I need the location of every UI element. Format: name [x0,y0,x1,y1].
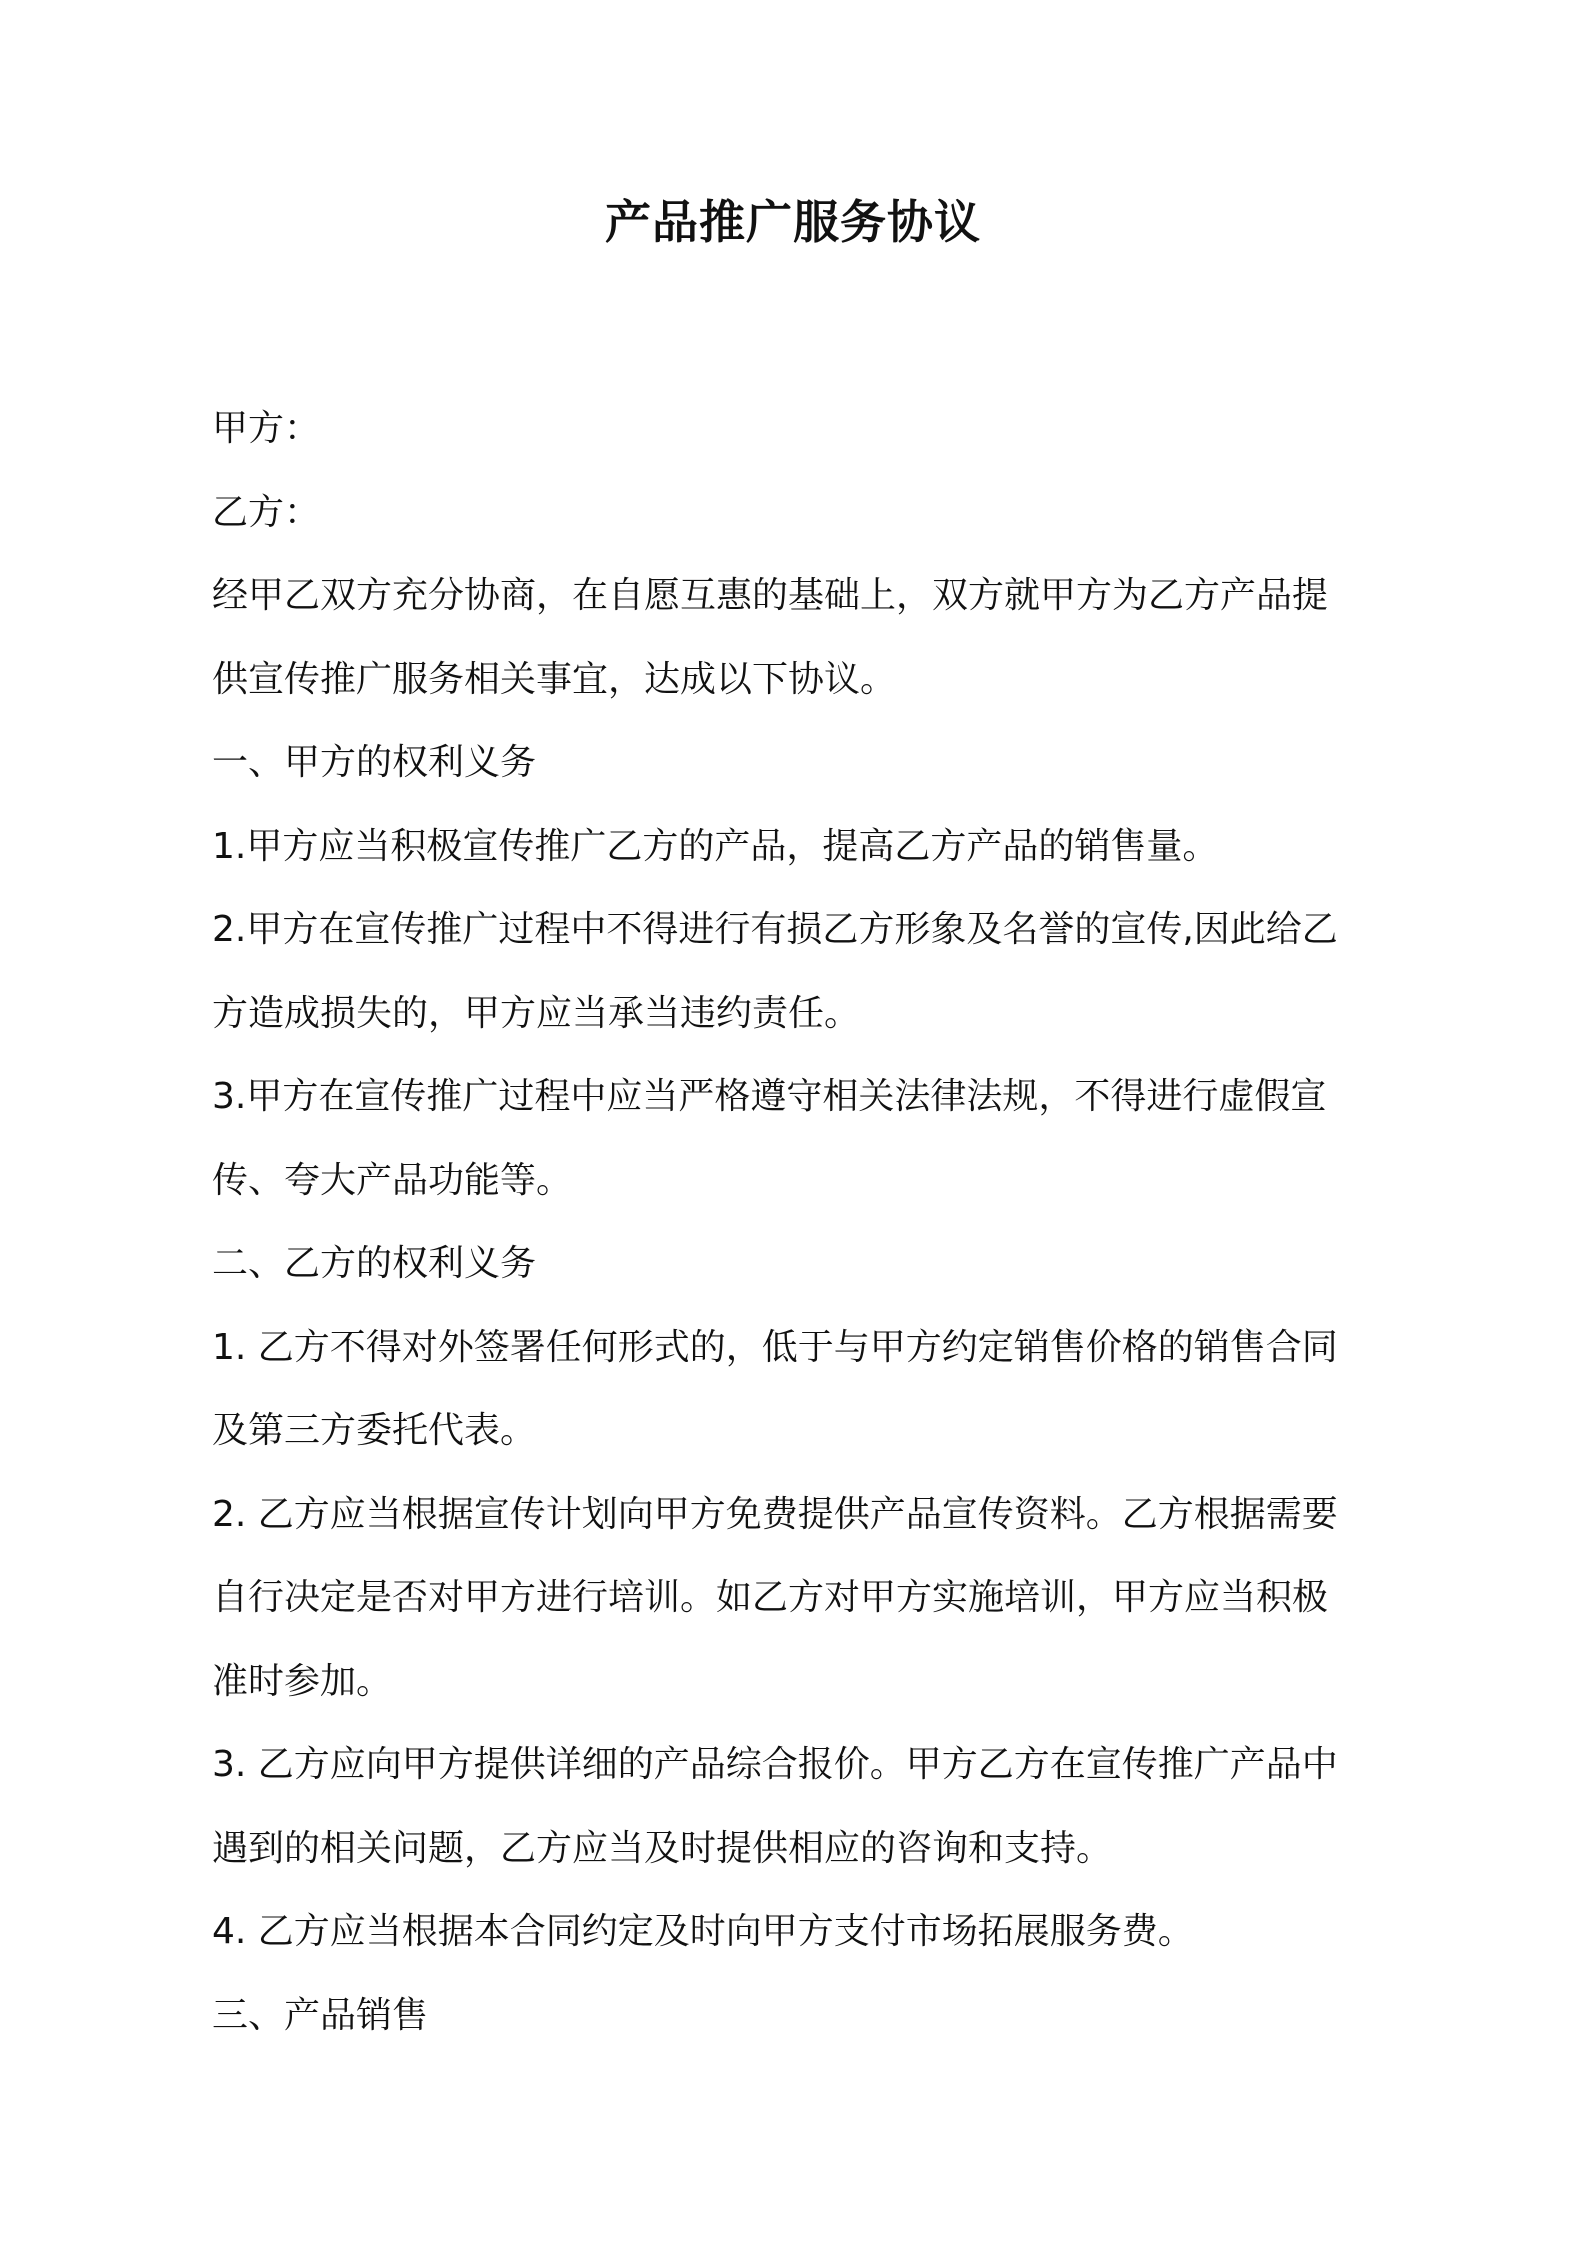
section-2-clause-2-line-1: 2. 乙方应当根据宣传计划向甲方免费提供产品宣传资料。乙方根据需要 [212,1493,1338,1535]
section-1-clause-3-line-1: 3.甲方在宣传推广过程中应当严格遵守相关法律法规，不得进行虚假宣 [212,1076,1327,1117]
section-2-clause-1-line-1: 1. 乙方不得对外签署任何形式的，低于与甲方约定销售价格的销售合同 [212,1326,1338,1368]
section-1-clause-3-line-2: 传、夸大产品功能等。 [212,1159,573,1201]
section-2-clause-2-line-3: 准时参加。 [212,1660,393,1702]
preamble-line-2: 供宣传推广服务相关事宜，达成以下协议。 [212,658,897,700]
section-2-clause-1-line-2: 及第三方委托代表。 [212,1410,537,1451]
section-1-clause-1: 1.甲方应当积极宣传推广乙方的产品，提高乙方产品的销售量。 [212,825,1219,867]
section-2-clause-4: 4. 乙方应当根据本合同约定及时向甲方支付市场拓展服务费。 [212,1911,1194,1952]
section-1-clause-2-line-1: 2.甲方在宣传推广过程中不得进行有损乙方形象及名誉的宣传,因此给乙 [212,909,1338,950]
section-2-clause-3-line-1: 3. 乙方应向甲方提供详细的产品综合报价。甲方乙方在宣传推广产品中 [212,1744,1338,1785]
section-2-clause-3-line-2: 遇到的相关问题，乙方应当及时提供相应的咨询和支持。 [212,1827,1113,1869]
section-2-heading: 二、乙方的权利义务 [212,1243,537,1284]
document-body [212,387,1394,2057]
section-3-heading: 三、产品销售 [212,1994,429,2036]
section-1-clause-2-line-2: 方造成损失的，甲方应当承当违约责任。 [212,992,861,1034]
section-2-clause-2-line-2: 自行决定是否对甲方进行培训。如乙方对甲方实施培训，甲方应当积极 [212,1577,1329,1618]
party-a-line: 甲方： [212,408,321,449]
document-title: 产品推广服务协议 [605,195,981,249]
party-b-line: 乙方： [212,491,321,533]
preamble-line-1: 经甲乙双方充分协商，在自愿互惠的基础上，双方就甲方为乙方产品提 [212,575,1329,616]
section-1-heading: 一、甲方的权利义务 [212,742,537,783]
